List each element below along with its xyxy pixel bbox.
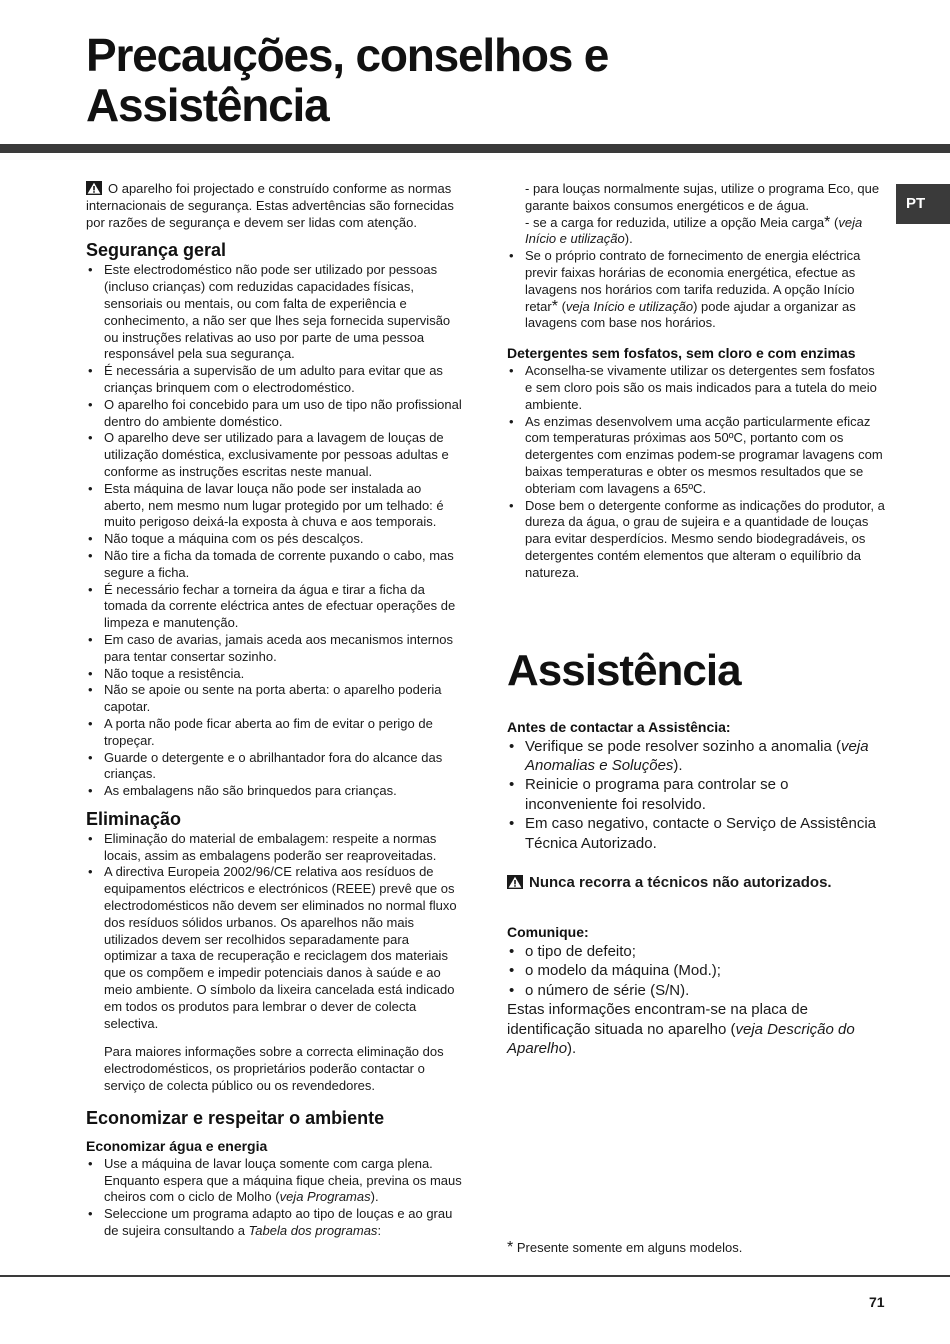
- list-item: • Em caso de avarias, jamais aceda aos mecanismos internos para tentar consertar sozinho.: [86, 632, 462, 666]
- economizar-continuation: - para louças normalmente sujas, utilize o programa Eco, que garante baixos consumos energéticos e de água.: [525, 181, 880, 213]
- list-item: • Não toque a máquina com os pés descalços.: [86, 531, 462, 548]
- detergentes-heading: Detergentes sem fosfatos, sem cloro e com enzimas: [507, 345, 856, 362]
- list-item: • Guarde o detergente e o abrilhantador fora do alcance das crianças.: [86, 750, 462, 784]
- list-item: • Verifique se pode resolver sozinho a anomalia (veja Anomalias e Soluções).: [507, 737, 885, 776]
- reference-link: veja Descrição do Aparelho: [507, 1020, 855, 1057]
- eliminacao-paragraph: Para maiores informações sobre a correcta eliminação dos electrodomésticos, os proprietários poderão contactar o serviço de colecta público ou os revendedores.: [104, 1044, 444, 1094]
- page-number: 71: [869, 1294, 885, 1310]
- reference-link: veja Início e utilização: [525, 214, 863, 247]
- comunique-heading: Comunique:: [507, 923, 589, 940]
- assistencia-before-heading: Antes de contactar a Assistência:: [507, 718, 731, 735]
- reference-link: veja Anomalias e Soluções: [525, 737, 869, 774]
- language-tab: PT: [896, 184, 950, 224]
- list-item: • Não tire a ficha da tomada de corrente puxando o cabo, mas segure a ficha.: [86, 548, 462, 582]
- list-item: • o tipo de defeito;: [507, 942, 885, 961]
- assistencia-final-paragraph: Estas informações encontram-se na placa de identificação situada no aparelho (veja Descrição do Aparelho).: [507, 1001, 855, 1057]
- list-item: • É necessário fechar a torneira da água e tirar a ficha da tomada da corrente eléctrica antes de efectuar operações de limpeza e manutenção.: [86, 582, 462, 632]
- economizar-subheading: Economizar água e energia: [86, 1137, 268, 1154]
- warning-text: Nunca recorra a técnicos não autorizados.: [529, 873, 832, 891]
- list-item: • Reinicie o programa para controlar se o inconveniente foi resolvido.: [507, 775, 885, 814]
- seguranca-heading: Segurança geral: [86, 240, 227, 261]
- footnote: * Presente somente em alguns modelos.: [507, 1239, 743, 1256]
- list-item: • Aconselha-se vivamente utilizar os detergentes sem fosfatos e sem cloro pois são os mais indicados para a tutela do meio ambiente.: [507, 363, 885, 413]
- list-item: • Use a máquina de lavar louça somente com carga plena. Enquanto espera que a máquina fique cheia, previna os maus cheiros com o ciclo de Molho (veja Programas).: [86, 1156, 462, 1206]
- seguranca-list: [86, 262, 462, 800]
- list-item: • O aparelho foi concebido para um uso de tipo não profissional dentro do ambiente doméstico.: [86, 397, 462, 431]
- page-title: [86, 30, 608, 130]
- intro-paragraph: [86, 181, 462, 231]
- right-column: [507, 181, 885, 1058]
- list-item: • É necessária a supervisão de um adulto para evitar que as crianças brinquem com o electrodoméstico.: [86, 363, 462, 397]
- list-item: • As embalagens não são brinquedos para crianças.: [86, 783, 462, 800]
- list-item: • Não toque a resistência.: [86, 666, 462, 683]
- list-item: • Esta máquina de lavar louça não pode ser instalada ao aberto, nem mesmo num lugar protegido por um telhado: é muito perigoso deixá-la exposta à chuva e aos temporais.: [86, 481, 462, 531]
- list-item: • A porta não pode ficar aberta ao fim de evitar o perigo de tropeçar.: [86, 716, 462, 750]
- list-item: • Seleccione um programa adapto ao tipo de louças e ao grau de sujeira consultando a Tabela dos programas:: [86, 1206, 462, 1240]
- intro-text: O aparelho foi projectado e construído conforme as normas internacionais de segurança. Estas advertências são fornecidas por razões de segurança e devem ser lidas com atenção.: [86, 181, 454, 230]
- economizar-list: [86, 1156, 462, 1240]
- top-divider: [0, 144, 950, 153]
- assistencia-list: [507, 737, 885, 853]
- warning-note: [507, 873, 885, 893]
- bottom-divider: [0, 1275, 950, 1277]
- assistencia-title: Assistência: [507, 645, 741, 695]
- reference-link: veja Programas: [279, 1189, 371, 1205]
- list-item: • Dose bem o detergente conforme as indicações do produtor, a dureza da água, o grau de sujeira e a quantidade de louças para evitar desperdícios. Mesmo sendo biodegradáveis, os detergentes contém elementos que alteram o equilíbrio da natureza.: [507, 498, 885, 582]
- page-title-line1: Precauções, conselhos e: [86, 29, 609, 81]
- economizar-heading: Economizar e respeitar o ambiente: [86, 1107, 385, 1128]
- list-item: • Em caso negativo, contacte o Serviço de Assistência Técnica Autorizado.: [507, 814, 885, 853]
- left-column: [86, 181, 462, 1240]
- economizar-list-cont: [507, 248, 885, 332]
- list-item: • o número de série (S/N).: [507, 981, 885, 1000]
- list-item: • Se o próprio contrato de fornecimento de energia eléctrica previr faixas horárias de economia energética, efectue as lavagens nos horários com tarifa reduzida. A opção Início retar* (veja Início e utilização) pode ajudar a organizar as lavagens com base nos horários.: [507, 248, 885, 332]
- list-item: • Este electrodoméstico não pode ser utilizado por pessoas (incluso crianças) com reduzidas capacidades físicas, sensoriais ou mentais, ou com falta de experiência e conhecimento, a não ser que lhes seja fornecida supervisão ou instruções relativas ao uso por parte de uma pessoa responsável pela sua segurança.: [86, 262, 462, 363]
- list-item: • o modelo da máquina (Mod.);: [507, 961, 885, 980]
- eliminacao-list: [86, 831, 462, 1033]
- list-item: • O aparelho deve ser utilizado para a lavagem de louças de utilização doméstica, exclusivamente por pessoas adultas e conforme as instruções escritas neste manual.: [86, 430, 462, 480]
- warning-icon: [86, 181, 102, 195]
- list-item: • As enzimas desenvolvem uma acção particularmente eficaz com temperaturas próximas aos 50ºC, portanto com os detergentes com enzimas podem-se programar lavagens com baixas temperaturas e obter os mesmos resultados que se obteriam com lavagens a 65ºC.: [507, 414, 885, 498]
- list-item: • A directiva Europeia 2002/96/CE relativa aos resíduos de equipamentos eléctricos e electrónicos (REEE) prevê que os electrodomésticos não devem ser eliminados no normal fluxo dos resíduos sólidos urbanos. Os aparelhos não mais utilizados devem ser recolhidos separadamente para optimizar a taxa de recuperação e reciclagem dos materiais que os compõem e impedir potenciais danos à saúde e ao meio ambiente. O símbolo da lixeira cancelada está indicado em todos os produtos para lembrar o dever de colecta selectiva.: [86, 864, 462, 1032]
- warning-icon: [507, 875, 523, 889]
- reference-link: veja Início e utilização: [565, 298, 694, 314]
- economizar-continuation-2: - se a carga for reduzida, utilize a opção Meia carga* (veja Início e utilização).: [525, 213, 863, 247]
- comunique-list: [507, 942, 885, 1000]
- detergentes-list: [507, 363, 885, 581]
- eliminacao-heading: Eliminação: [86, 808, 182, 829]
- list-item: • Eliminação do material de embalagem: respeite a normas locais, assim as embalagens poderão ser reaproveitadas.: [86, 831, 462, 865]
- reference-link: Tabela dos programas: [248, 1223, 378, 1239]
- list-item: • Não se apoie ou sente na porta aberta: o aparelho poderia capotar.: [86, 682, 462, 716]
- page-title-line2: Assistência: [86, 79, 329, 131]
